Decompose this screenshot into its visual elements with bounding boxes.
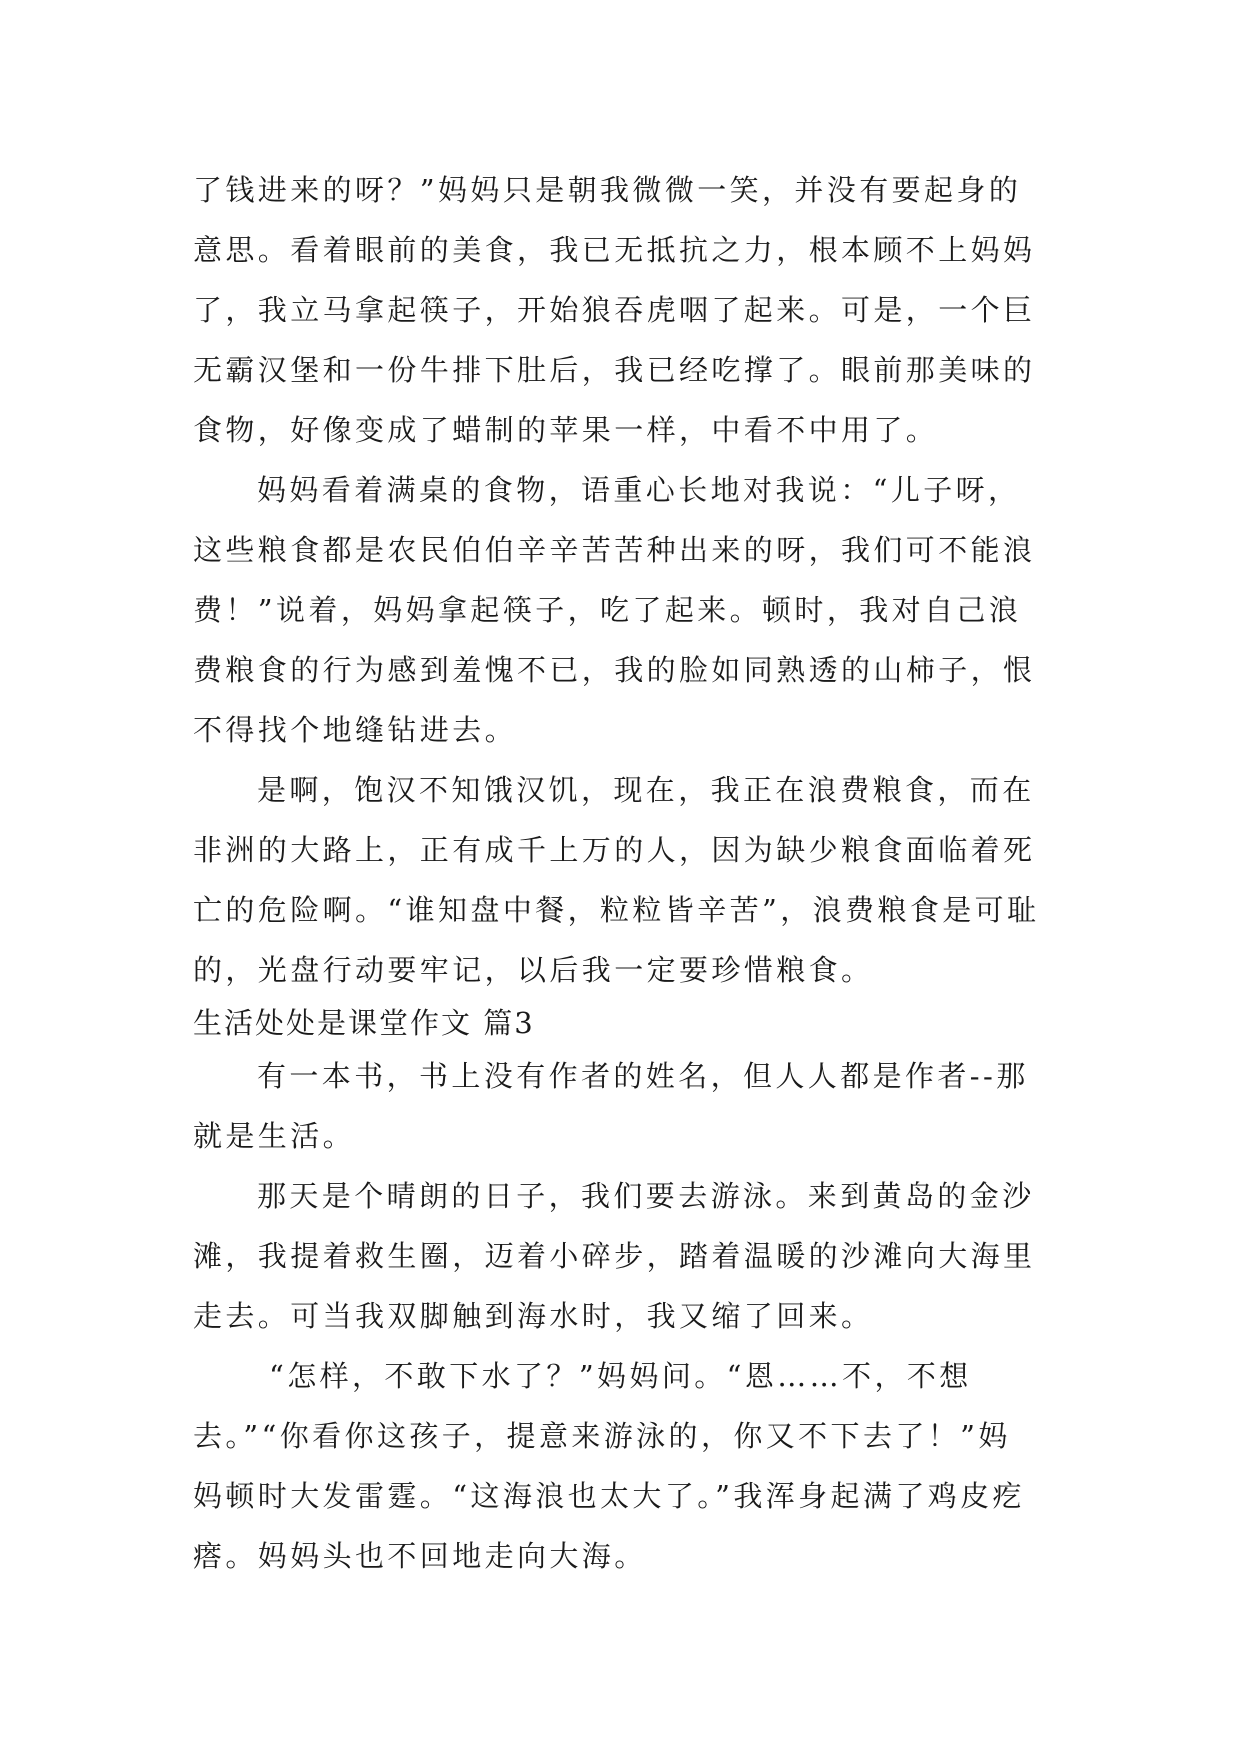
text-line: 走去。可当我双脚触到海水时，我又缩了回来。 xyxy=(193,1299,874,1333)
text-line: 瘩。妈妈头也不回地走向大海。 xyxy=(193,1539,647,1573)
text-line: 了，我立马拿起筷子，开始狼吞虎咽了起来。可是，一个巨 xyxy=(193,293,1036,327)
text-line: 费！”说着，妈妈拿起筷子，吃了起来。顿时，我对自己浪 xyxy=(193,593,1022,627)
section-heading: 生活处处是课堂作文 篇3 xyxy=(193,1006,535,1040)
text-line: 费粮食的行为感到羞愧不已，我的脸如同熟透的山柿子，恨 xyxy=(193,653,1036,687)
text-line: 意思。看着眼前的美食，我已无抵抗之力，根本顾不上妈妈 xyxy=(193,233,1036,267)
text-line: 食物，好像变成了蜡制的苹果一样，中看不中用了。 xyxy=(193,413,939,447)
text-line: 去。”“你看你这孩子，提意来游泳的，你又不下去了！”妈 xyxy=(193,1419,1011,1453)
paragraph-first-line: 那天是个晴朗的日子，我们要去游泳。来到黄岛的金沙 xyxy=(257,1179,1035,1213)
text-line: 不得找个地缝钻进去。 xyxy=(193,713,518,747)
article-body xyxy=(193,160,1053,1586)
text-line: 就是生活。 xyxy=(193,1119,356,1153)
paragraph-first-line: 妈妈看着满桌的食物，语重心长地对我说：“儿子呀， xyxy=(257,473,1021,507)
text-line: 这些粮食都是农民伯伯辛辛苦苦种出来的呀，我们可不能浪 xyxy=(193,533,1036,567)
paragraph-first-line: “怎样，不敢下水了？”妈妈问。“恩……不，不想 xyxy=(269,1359,972,1393)
text-line: 的，光盘行动要牢记，以后我一定要珍惜粮食。 xyxy=(193,953,874,987)
text-line: 滩，我提着救生圈，迈着小碎步，踏着温暖的沙滩向大海里 xyxy=(193,1239,1036,1273)
text-line: 了钱进来的呀？”妈妈只是朝我微微一笑，并没有要起身的 xyxy=(193,173,1022,207)
paragraph-first-line: 有一本书，书上没有作者的姓名，但人人都是作者--那 xyxy=(257,1059,1029,1093)
text-line: 亡的危险啊。“谁知盘中餐，粒粒皆辛苦”，浪费粮食是可耻 xyxy=(193,893,1040,927)
paragraph-first-line: 是啊，饱汉不知饿汉饥，现在，我正在浪费粮食，而在 xyxy=(257,773,1035,807)
text-line: 非洲的大路上，正有成千上万的人，因为缺少粮食面临着死 xyxy=(193,833,1036,867)
text-line: 无霸汉堡和一份牛排下肚后，我已经吃撑了。眼前那美味的 xyxy=(193,353,1036,387)
text-line: 妈顿时大发雷霆。“这海浪也太大了。”我浑身起满了鸡皮疙 xyxy=(193,1479,1025,1513)
